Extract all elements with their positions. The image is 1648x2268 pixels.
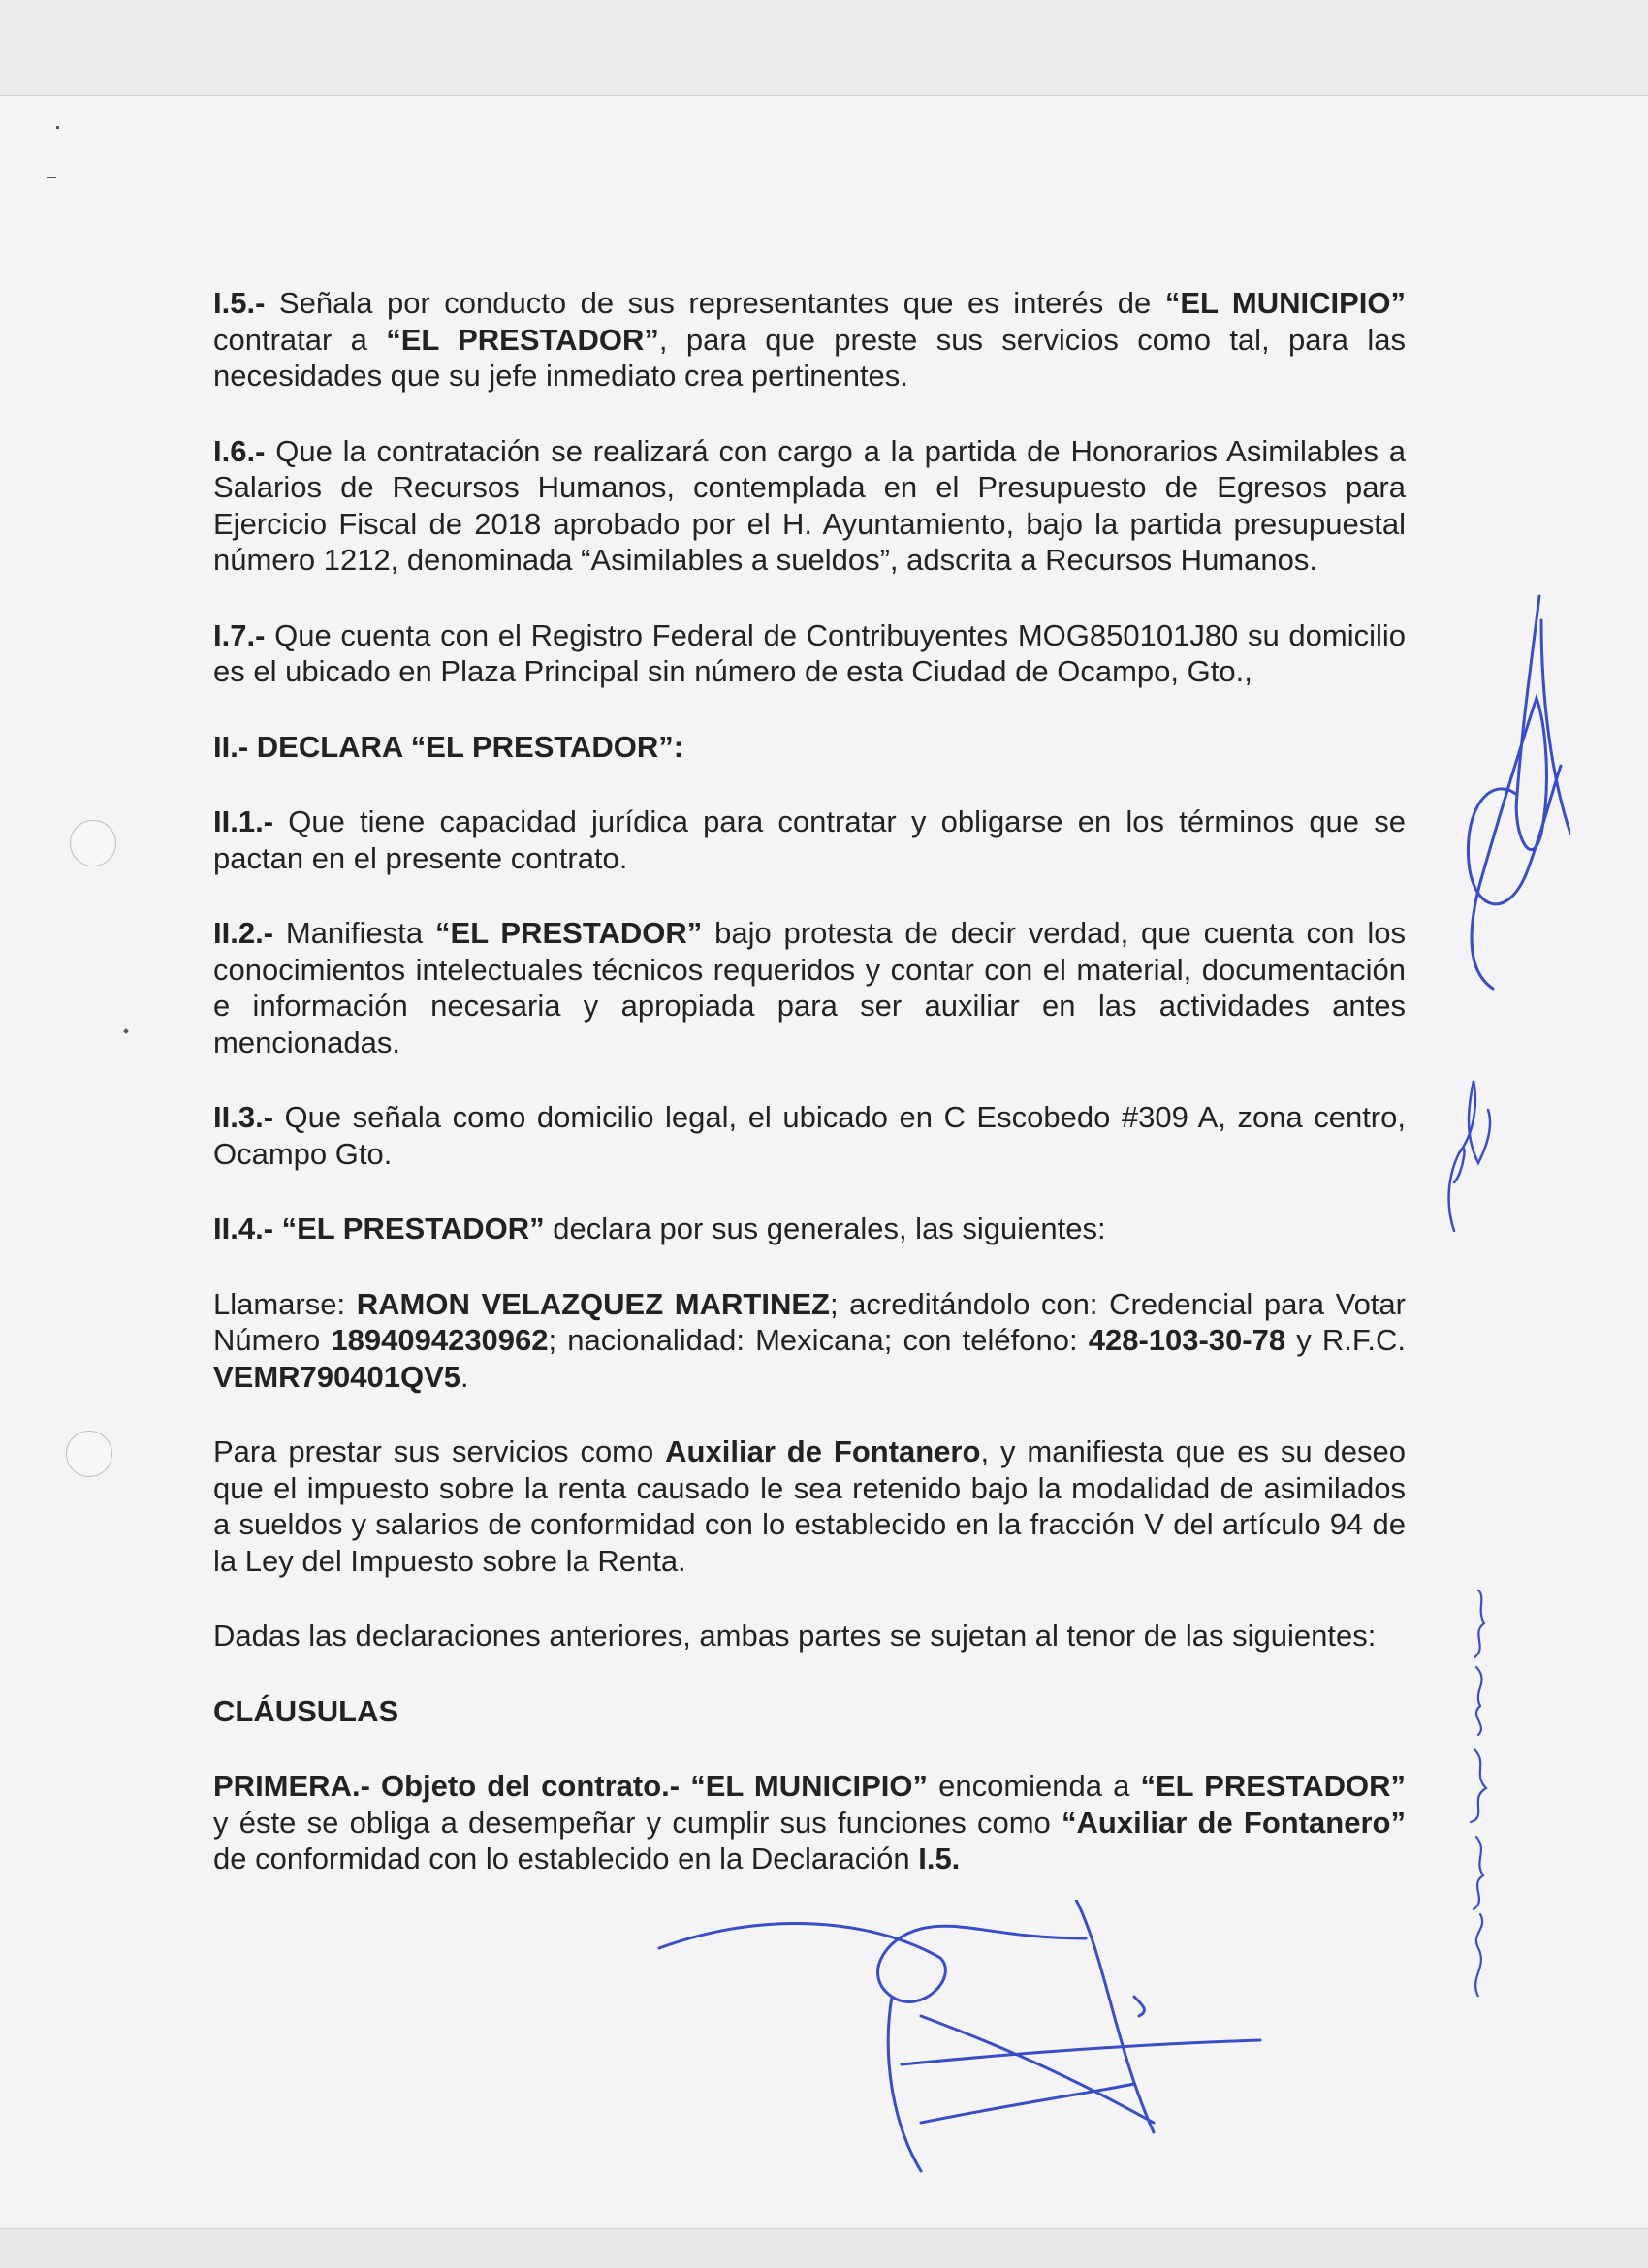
clause-i7 [213, 617, 1406, 690]
party-name: “EL PRESTADOR” [1140, 1769, 1406, 1803]
contract-body [213, 285, 1406, 1916]
scan-speck [56, 126, 59, 129]
clause-label: II.2.- [213, 916, 274, 950]
clause-text: Que tiene capacidad jurídica para contratar y obligarse en los términos que se pactan en el presente contrato. [213, 804, 1406, 875]
scan-speck [47, 177, 56, 178]
clause-text: Señala por conducto de sus representantes que es interés de [265, 286, 1165, 320]
clause-text: Que la contratación se realizará con cargo a la partida de Honorarios Asimilables a Salarios de Recursos Humanos, contemplada en el Presupuesto de Egresos para Ejercicio Fiscal de 2018 aprobado por el H. Ayuntamiento, bajo la partida presupuestal número 1212, denominada “Asimilables a sueldos”, adscrita a Recursos Humanos. [213, 433, 1406, 577]
clause-label: I.5.- [213, 286, 266, 320]
clause-label: II.1.- [213, 804, 274, 838]
service-text: , y manifiesta que es su deseo que el impuesto sobre la renta causado le sea retenido bajo la modalidad de asimilados a sueldos y salarios de conformidad con lo establecido en la fracción V del artículo 94 de la Ley del Impuesto sobre la Renta. [213, 1434, 1406, 1578]
clause-text: y éste se obliga a desempeñar y cumplir sus funciones como [213, 1805, 1062, 1840]
job-title: “Auxiliar de Fontanero” [1062, 1805, 1406, 1840]
clause-text: bajo protesta de decir verdad, que cuenta con los conocimientos intelectuales técnicos requeridos y contar con el material, documentación e información necesaria y apropiada para ser auxiliar en las actividades antes mencionadas. [213, 916, 1406, 1059]
clause-label: I.7.- [213, 617, 266, 652]
clause-text: Que cuenta con el Registro Federal de Contribuyentes MOG850101J80 su domicilio es el ubicado en Plaza Principal sin número de esta Ciudad de Ocampo, Gto., [213, 617, 1406, 688]
punch-hole [66, 1431, 112, 1477]
personal-details [213, 1286, 1406, 1396]
clause-text: de conformidad con lo establecido en la Declaración [213, 1842, 919, 1875]
scanner-background [0, 0, 1648, 95]
clause-label: I.6.- [213, 433, 266, 468]
punch-hole [70, 820, 116, 866]
clause-text: Manifiesta [273, 916, 436, 950]
detail-text: y R.F.C. [1285, 1323, 1406, 1357]
party-name: “EL PRESTADOR” [435, 916, 703, 950]
clause-text: , para que preste sus servicios como tal, para las necesidades que su jefe inmediato crea pertinentes. [213, 322, 1406, 393]
party-name: “EL PRESTADOR” [386, 322, 659, 357]
section-heading: II.- DECLARA “EL PRESTADOR”: [213, 729, 684, 764]
clause-ii4 [213, 1211, 1406, 1247]
detail-text: ; nacionalidad: Mexicana; con teléfono: [548, 1323, 1089, 1357]
clause-reference: I.5. [918, 1842, 961, 1875]
clause-i5 [213, 285, 1406, 394]
clause-text: declara por sus generales, las siguientes: [544, 1212, 1106, 1245]
clause-ii1 [213, 803, 1406, 876]
clause-ii3 [213, 1099, 1406, 1172]
clause-ii2 [213, 915, 1406, 1060]
service-text: Para prestar sus servicios como [213, 1434, 666, 1468]
job-title: Auxiliar de Fontanero [665, 1434, 981, 1468]
clauses-heading: CLÁUSULAS [213, 1693, 399, 1728]
clause-title: PRIMERA.- Objeto del contrato.- “EL MUNICIPIO” [213, 1769, 929, 1803]
service-description [213, 1433, 1406, 1579]
clause-text: contratar a [213, 322, 387, 357]
rfc-number: VEMR790401QV5 [213, 1359, 461, 1394]
declarations-closing: Dadas las declaraciones anteriores, ambas partes se sujetan al tenor de las siguientes: [213, 1619, 1377, 1653]
provider-name: RAMON VELAZQUEZ MARTINEZ [356, 1286, 830, 1321]
clause-primera [213, 1768, 1406, 1877]
voter-id-number: 1894094230962 [331, 1323, 549, 1357]
detail-text: . [460, 1359, 469, 1394]
detail-text: ; acreditándolo con: Credencial para Votar Número [213, 1286, 1406, 1357]
phone-number: 428-103-30-78 [1088, 1323, 1286, 1357]
party-name: “EL MUNICIPIO” [1164, 286, 1406, 320]
clause-label: II.4.- “EL PRESTADOR” [213, 1212, 545, 1245]
clause-label: II.3.- [213, 1100, 274, 1134]
detail-text: Llamarse: [213, 1286, 357, 1321]
clause-text: Que señala como domicilio legal, el ubicado en C Escobedo #309 A, zona centro, Ocampo Gto. [213, 1100, 1406, 1171]
clause-text: encomienda a [928, 1769, 1141, 1803]
clause-i6 [213, 433, 1406, 579]
